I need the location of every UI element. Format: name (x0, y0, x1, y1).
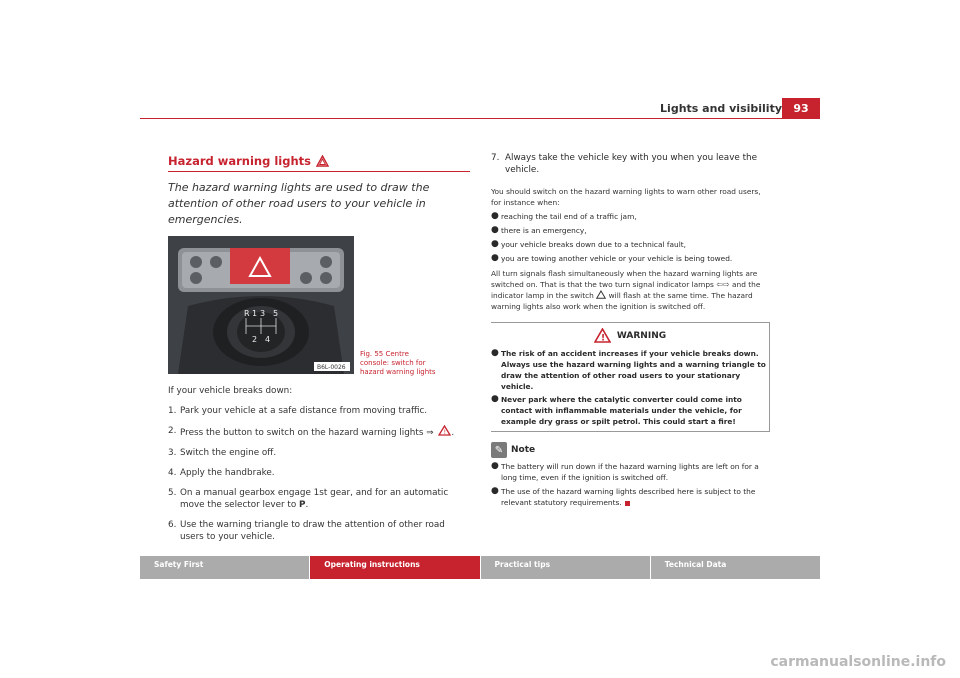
step-item (168, 405, 470, 417)
centre-console-figure (168, 236, 354, 374)
step-text: Park your vehicle at a safe distance from moving traffic. (180, 406, 428, 416)
step-number: 7. (491, 153, 500, 163)
step-item (168, 425, 470, 439)
section-heading (168, 152, 470, 170)
section-title: Hazard warning lights (168, 154, 311, 168)
footer-tab-operating-instructions[interactable]: Operating instructions (310, 556, 480, 579)
warning-item (491, 394, 769, 427)
gear-label: 4 (265, 335, 271, 344)
svg-text:!: ! (443, 429, 447, 436)
bullet-text: you are towing another vehicle or your vehicle is being towed. (501, 254, 733, 263)
bullet-dot-icon: ● (491, 211, 499, 221)
footer-tab-safety-first[interactable]: Safety First (140, 556, 310, 579)
warning-header (491, 328, 769, 343)
selector-position: P (299, 500, 306, 510)
footer-nav (140, 556, 820, 579)
end-of-section-mark (625, 501, 630, 506)
warning-text: The risk of an accident increases if your vehicle breaks down. Always use the hazard warning lights and a warning triangle to draw the attention of other road users to your stationary vehicle. (501, 349, 766, 391)
note-item (491, 486, 770, 508)
step-number: 6. (168, 520, 177, 530)
list-item (491, 225, 770, 236)
warning-text: Never park where the catalytic converter could come into contact with inflammable materials under the vehicle, for example dry grass or spilt petrol. This could start a fire! (501, 395, 742, 426)
when-intro: You should switch on the hazard warning lights to warn other road users, for instance when: (491, 187, 761, 207)
step-text: Use the warning triangle to draw the attention of other road users to your vehicle. (180, 520, 445, 542)
header-rule (140, 118, 820, 119)
bullet-dot-icon: ● (491, 394, 499, 404)
list-item (491, 239, 770, 250)
gear-label: 2 (252, 335, 258, 344)
bullet-dot-icon: ● (491, 239, 499, 249)
step-item (491, 152, 770, 176)
warning-title: WARNING (616, 330, 667, 341)
step-number: 4. (168, 468, 177, 478)
note-text: The battery will run down if the hazard warning lights are left on for a long time, even if the ignition is switched off. (501, 462, 759, 482)
warning-triangle-icon (316, 155, 329, 167)
step-text: Apply the handbrake. (180, 468, 275, 478)
bullet-dot-icon: ● (491, 461, 499, 471)
step-end: . (305, 500, 309, 510)
gear-label: R (244, 309, 250, 318)
note-header (491, 442, 770, 458)
watermark: carmanualsonline.info (770, 654, 946, 670)
intro-text: The hazard warning lights are used to draw the attention of other road users to your vehicle in emergencies. (168, 181, 430, 226)
note-text: The use of the hazard warning lights described here is subject to the relevant statutory requirements. (501, 487, 756, 507)
paragraph-text: and the indicator lamp in the switch (491, 280, 761, 300)
step-number: 3. (168, 448, 177, 458)
gear-label: 3 (260, 309, 266, 318)
step-number: 5. (168, 488, 177, 498)
figure-caption: Fig. 55 Centre console: switch for hazard warning lights (360, 350, 436, 376)
step-item (168, 487, 470, 511)
step-number: 1. (168, 406, 177, 416)
steps-lead: If your vehicle breaks down: (168, 386, 293, 396)
paragraph-text: will flash at the same time. The hazard warning lights also work when the ignition is switched off. (491, 291, 753, 311)
step-item (168, 447, 470, 459)
bullet-text: reaching the tail end of a traffic jam, (501, 212, 637, 221)
header-title: Lights and visibility (660, 102, 782, 115)
step-text: Always take the vehicle key with you when you leave the vehicle. (505, 153, 758, 175)
list-item (491, 253, 770, 264)
svg-text:!: ! (600, 333, 605, 343)
right-column (491, 152, 770, 508)
figure-code: B6L-0026 (317, 364, 346, 371)
note-title: Note (511, 445, 536, 455)
left-column (168, 152, 470, 551)
bullet-dot-icon: ● (491, 348, 499, 358)
gear-label: 1 (252, 309, 258, 318)
page-number: 93 (782, 98, 820, 119)
step-text-wrap: Press the button to switch on the hazard warning lights ⇒ ! . (180, 425, 454, 439)
warning-triangle-icon (594, 328, 611, 343)
paragraph-text: All turn signals flash simultaneously when the hazard warning lights are switched on. That is that the two turn signal indicator lamps (491, 269, 758, 289)
step-text: On a manual gearbox engage 1st gear, and for an automatic move the selector lever to (180, 488, 449, 510)
warning-box (491, 322, 770, 432)
step-number: 2. (168, 426, 177, 436)
footer-tab-technical-data[interactable]: Technical Data (651, 556, 820, 579)
section-rule (168, 171, 470, 172)
warning-triangle-icon (596, 290, 606, 299)
bullet-dot-icon: ● (491, 225, 499, 235)
step-text: Press the button to switch on the hazard warning lights ⇒ (180, 428, 434, 438)
hazard-paragraph (491, 268, 770, 312)
step-text: Switch the engine off. (180, 448, 277, 458)
warning-item (491, 348, 769, 392)
figure-row (168, 236, 470, 377)
list-item (491, 211, 770, 222)
console-illustration (168, 236, 354, 374)
bullet-dot-icon: ● (491, 253, 499, 263)
warning-triangle-icon (438, 425, 451, 436)
step-item (168, 467, 470, 479)
bullet-text: there is an emergency, (501, 226, 587, 235)
bullet-text: your vehicle breaks down due to a technical fault, (501, 240, 687, 249)
steps-list (168, 385, 470, 543)
step-text-wrap (180, 487, 470, 511)
step-item (168, 519, 470, 543)
note-icon: ✎ (491, 442, 507, 458)
gear-label: 5 (273, 309, 279, 318)
turn-signal-arrows-icon: ⇦⇨ (716, 280, 730, 289)
footer-tab-practical-tips[interactable]: Practical tips (481, 556, 651, 579)
note-item (491, 461, 770, 483)
bullet-dot-icon: ● (491, 486, 499, 496)
